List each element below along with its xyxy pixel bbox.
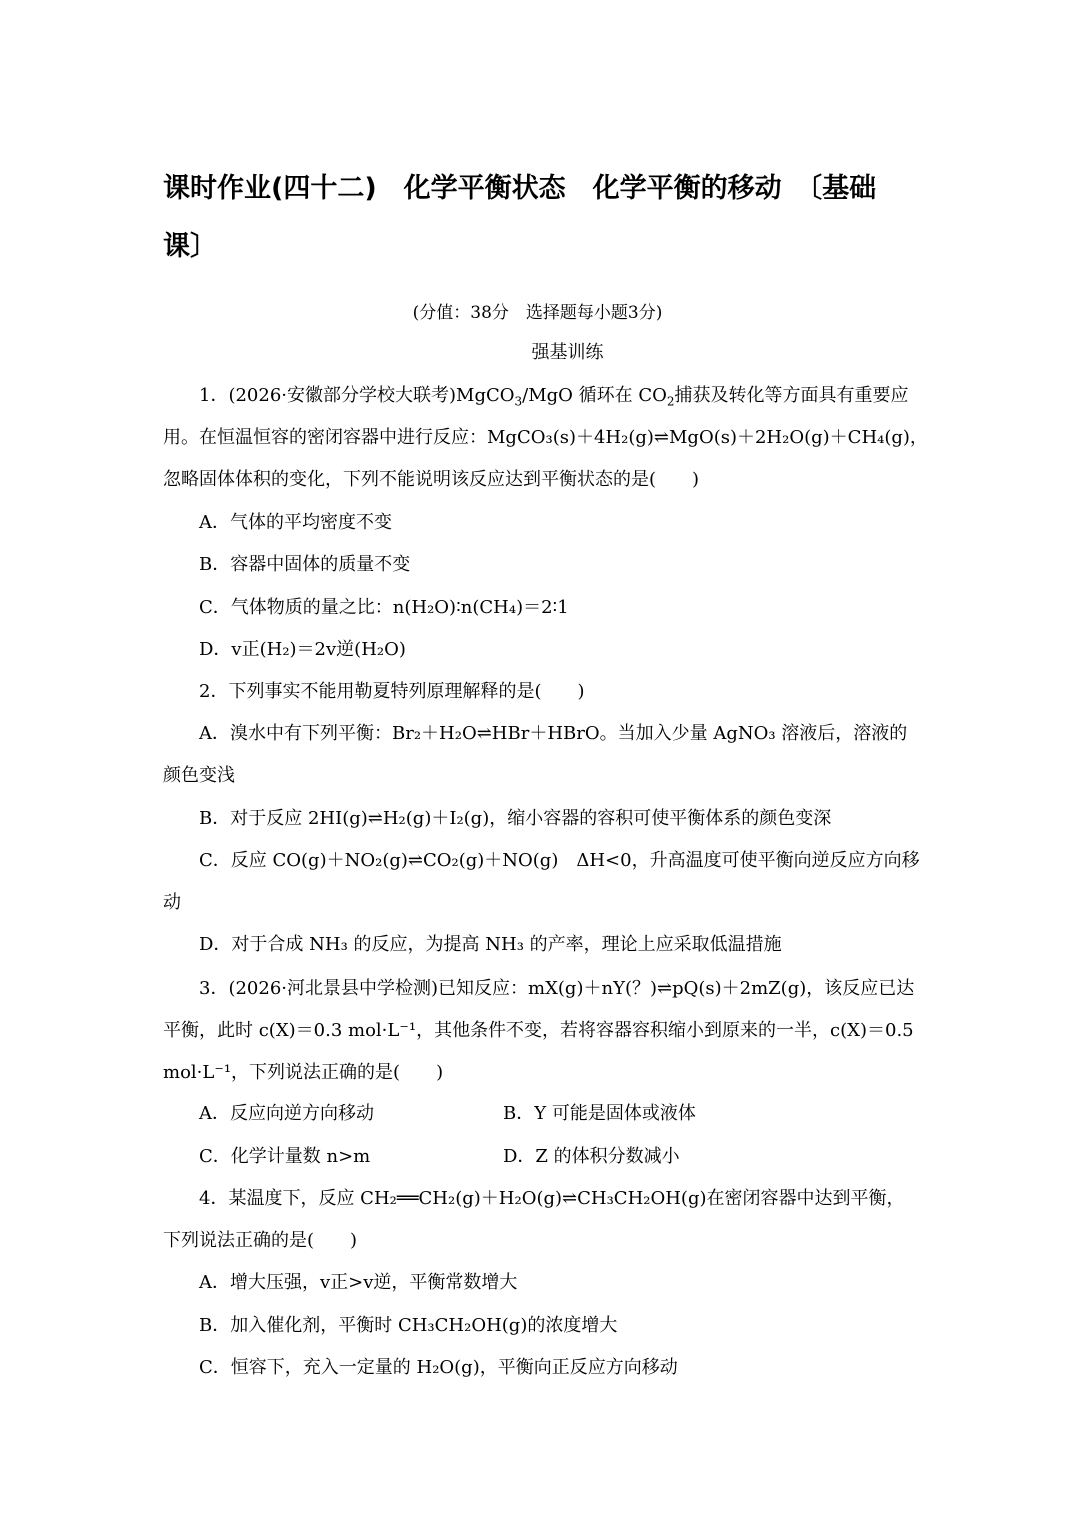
q3-stem-line-3: mol·L⁻¹，下列说法正确的是( ) [163,1062,444,1083]
page-title [163,160,933,276]
q1-option-b: B．容器中固体的质量不变 [199,554,411,575]
score-note: (分值：38分 选择题每小题3分) [412,303,663,323]
title-line-2: 课〕 [163,231,217,262]
q2-option-a-line-1: A．溴水中有下列平衡：Br₂＋H₂O⇌HBr＋HBrO。当加入少量 AgNO₃ 溶液后，溶液的 [199,723,908,744]
q4-stem-line-2: 下列说法正确的是( ) [163,1230,358,1251]
q3-stem-line-2: 平衡，此时 c(X)＝0.3 mol·L⁻¹，其他条件不变，若将容器容积缩小到原来的一半，c(X)＝0.5 [163,1020,914,1041]
q4-option-b: B．加入催化剂，平衡时 CH₃CH₂OH(g)的浓度增大 [199,1315,618,1336]
q1-option-a: A．气体的平均密度不变 [199,512,392,533]
q2-option-a-line-2: 颜色变浅 [163,765,235,786]
q3-stem-line-1: 3．(2026·河北景县中学检测)已知反应：mX(g)＋nY(？)⇌pQ(s)＋2mZ(g)，该反应已达 [199,978,915,999]
q1-option-d: D．v正(H₂)＝2v逆(H₂O) [199,639,406,660]
q2-option-b: B．对于反应 2HI(g)⇌H₂(g)＋I₂(g)，缩小容器的容积可使平衡体系的颜色变深 [199,808,832,829]
title-line-1: 课时作业(四十二) 化学平衡状态 化学平衡的移动 〔基础 [163,173,877,204]
q2-option-c-line-1: C．反应 CO(g)＋NO₂(g)⇌CO₂(g)＋NO(g) ΔH<0，升高温度可使平衡向逆反应方向移 [199,850,920,871]
q3-option-b: B．Y 可能是固体或液体 [503,1103,696,1124]
q1-stem-line-1: 1．(2026·安徽部分学校大联考)MgCO$_3$/MgO 循环在 $CO_2$捕获及转化等方面具有重要应 [199,385,909,409]
q3-option-a: A．反应向逆方向移动 [199,1103,374,1124]
section-title: 强基训练 [531,342,604,363]
q4-stem-line-1: 4．某温度下，反应 CH₂══CH₂(g)＋H₂O(g)⇌CH₃CH₂OH(g)在密闭容器中达到平衡， [199,1188,905,1209]
q2-stem: 2．下列事实不能用勒夏特列原理解释的是( ) [199,681,585,702]
q4-option-a: A．增大压强，v正>v逆，平衡常数增大 [199,1272,518,1293]
q1-stem-line-3: 忽略固体体积的变化，下列不能说明该反应达到平衡状态的是( ) [163,469,700,490]
q1-option-c: C．气体物质的量之比：n(H₂O)∶n(CH₄)＝2∶1 [199,597,569,618]
q3-option-d: D．Z 的体积分数减小 [503,1146,680,1167]
q4-option-c: C．恒容下，充入一定量的 H₂O(g)，平衡向正反应方向移动 [199,1357,678,1378]
q1-stem-line-2: 用。在恒温恒容的密闭容器中进行反应：MgCO₃(s)＋4H₂(g)⇌MgO(s)＋2H₂O(g)＋CH₄(g)， [163,427,928,448]
q2-option-c-line-2: 动 [163,892,181,913]
q2-option-d: D．对于合成 NH₃ 的反应，为提高 NH₃ 的产率，理论上应采取低温措施 [199,934,782,955]
q3-option-c: C．化学计量数 n>m [199,1146,371,1167]
